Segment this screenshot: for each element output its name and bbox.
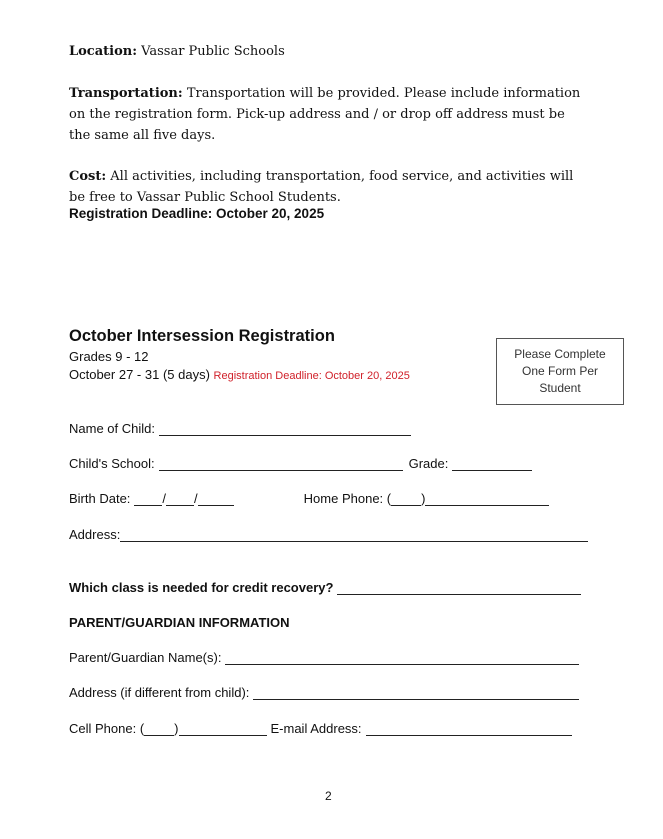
location-label: Location: bbox=[69, 44, 138, 59]
cost-text: All activities, including transportation, food service, and activities will be free to Vassar Public School Students. bbox=[69, 169, 574, 205]
address-row bbox=[69, 527, 592, 542]
parent-name-field[interactable] bbox=[225, 651, 579, 665]
parent-address-field[interactable] bbox=[253, 686, 579, 700]
credit-recovery-field[interactable] bbox=[337, 581, 581, 595]
cell-phone-field[interactable] bbox=[179, 722, 267, 736]
parent-address-row bbox=[69, 685, 583, 700]
location-text: Vassar Public Schools bbox=[141, 44, 285, 59]
notice-box bbox=[496, 338, 624, 405]
childs-school-field[interactable] bbox=[159, 457, 403, 471]
cell-phone-area-field[interactable] bbox=[144, 722, 174, 736]
birth-year-field[interactable] bbox=[198, 492, 234, 506]
birth-month-field[interactable] bbox=[134, 492, 162, 506]
parent-guardian-heading: PARENT/GUARDIAN INFORMATION bbox=[69, 615, 290, 630]
parent-name-label: Parent/Guardian Name(s): bbox=[69, 650, 222, 665]
parent-address-label: Address (if different from child): bbox=[69, 685, 250, 700]
grade-field[interactable] bbox=[452, 457, 532, 471]
address-label: Address: bbox=[69, 527, 121, 542]
transportation-label: Transportation: bbox=[69, 86, 183, 101]
cost-label: Cost: bbox=[69, 169, 107, 184]
email-field[interactable] bbox=[366, 722, 572, 736]
birth-date-label: Birth Date: bbox=[69, 491, 131, 506]
form-dates-line bbox=[69, 367, 410, 382]
parent-name-row bbox=[69, 650, 583, 665]
home-phone-label: Home Phone: ( bbox=[303, 491, 392, 506]
name-of-child-label: Name of Child: bbox=[69, 421, 155, 436]
location-paragraph bbox=[69, 41, 599, 62]
name-of-child-row bbox=[69, 421, 415, 436]
birth-separator: / bbox=[162, 491, 167, 506]
cell-phone-close: ) bbox=[174, 721, 179, 736]
grade-label: Grade: bbox=[408, 456, 449, 471]
name-of-child-field[interactable] bbox=[159, 422, 411, 436]
address-field[interactable] bbox=[120, 528, 588, 542]
cost-paragraph bbox=[69, 166, 589, 208]
childs-school-label: Child's School: bbox=[69, 456, 155, 471]
transportation-text: Transportation will be provided. Please include information on the registration form. Pick-up address and / or drop off address must be the same all five days. bbox=[69, 86, 581, 143]
notice-text: Please Complete One Form Per Student bbox=[514, 347, 606, 395]
cell-phone-row bbox=[69, 721, 576, 736]
credit-recovery-label: Which class is needed for credit recovery? bbox=[69, 580, 334, 595]
cell-phone-label: Cell Phone: ( bbox=[69, 721, 145, 736]
birth-date-row bbox=[69, 491, 553, 506]
transportation-paragraph bbox=[69, 83, 589, 146]
credit-recovery-row bbox=[69, 580, 585, 595]
home-phone-close: ) bbox=[421, 491, 426, 506]
home-phone-area-field[interactable] bbox=[391, 492, 421, 506]
form-dates: October 27 - 31 (5 days) bbox=[69, 367, 210, 382]
home-phone-field[interactable] bbox=[425, 492, 549, 506]
childs-school-row bbox=[69, 456, 536, 471]
form-title: October Intersession Registration bbox=[69, 327, 335, 345]
form-deadline-red: Registration Deadline: October 20, 2025 bbox=[213, 370, 410, 382]
birth-day-field[interactable] bbox=[166, 492, 194, 506]
registration-deadline: Registration Deadline: October 20, 2025 bbox=[69, 206, 325, 221]
email-label: E-mail Address: bbox=[270, 721, 362, 736]
page-number: 2 bbox=[325, 789, 332, 803]
form-grades: Grades 9 - 12 bbox=[69, 349, 149, 364]
birth-separator: / bbox=[194, 491, 198, 506]
